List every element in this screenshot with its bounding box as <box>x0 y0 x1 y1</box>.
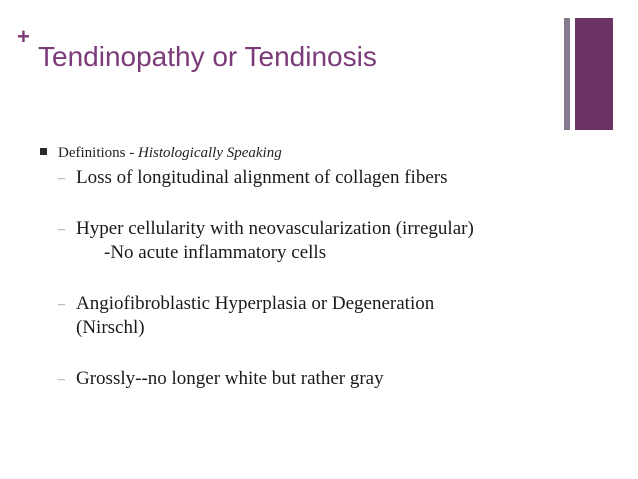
plus-icon: + <box>17 24 30 49</box>
decorative-bar-thin <box>564 18 570 130</box>
list-item-text: Hyper cellularity with neovascularization (irregular) <box>76 218 474 239</box>
dash-bullet-icon: – <box>58 372 65 387</box>
list-item <box>58 217 474 242</box>
list-item <box>58 367 384 392</box>
square-bullet-icon <box>40 148 47 155</box>
dash-bullet-icon: – <box>58 171 65 186</box>
list-item-subtext: -No acute inflammatory cells <box>104 242 327 263</box>
definitions-bullet <box>40 144 282 162</box>
list-item <box>58 166 447 191</box>
decorative-bar-thick <box>575 18 613 130</box>
definitions-subtitle: Histologically Speaking <box>138 145 282 161</box>
slide-title: Tendinopathy or Tendinosis <box>38 41 377 72</box>
list-item-text: Grossly--no longer white but rather gray <box>76 368 384 389</box>
list-item-text: Loss of longitudinal alignment of collagen fibers <box>76 167 448 188</box>
dash-bullet-icon: – <box>58 297 65 312</box>
list-item-continuation: (Nirschl) <box>76 317 145 338</box>
dash-bullet-icon: – <box>58 222 65 237</box>
definitions-label: Definitions - <box>58 145 138 161</box>
list-item-text: Angiofibroblastic Hyperplasia or Degeneration <box>76 293 435 314</box>
list-item <box>58 292 434 317</box>
